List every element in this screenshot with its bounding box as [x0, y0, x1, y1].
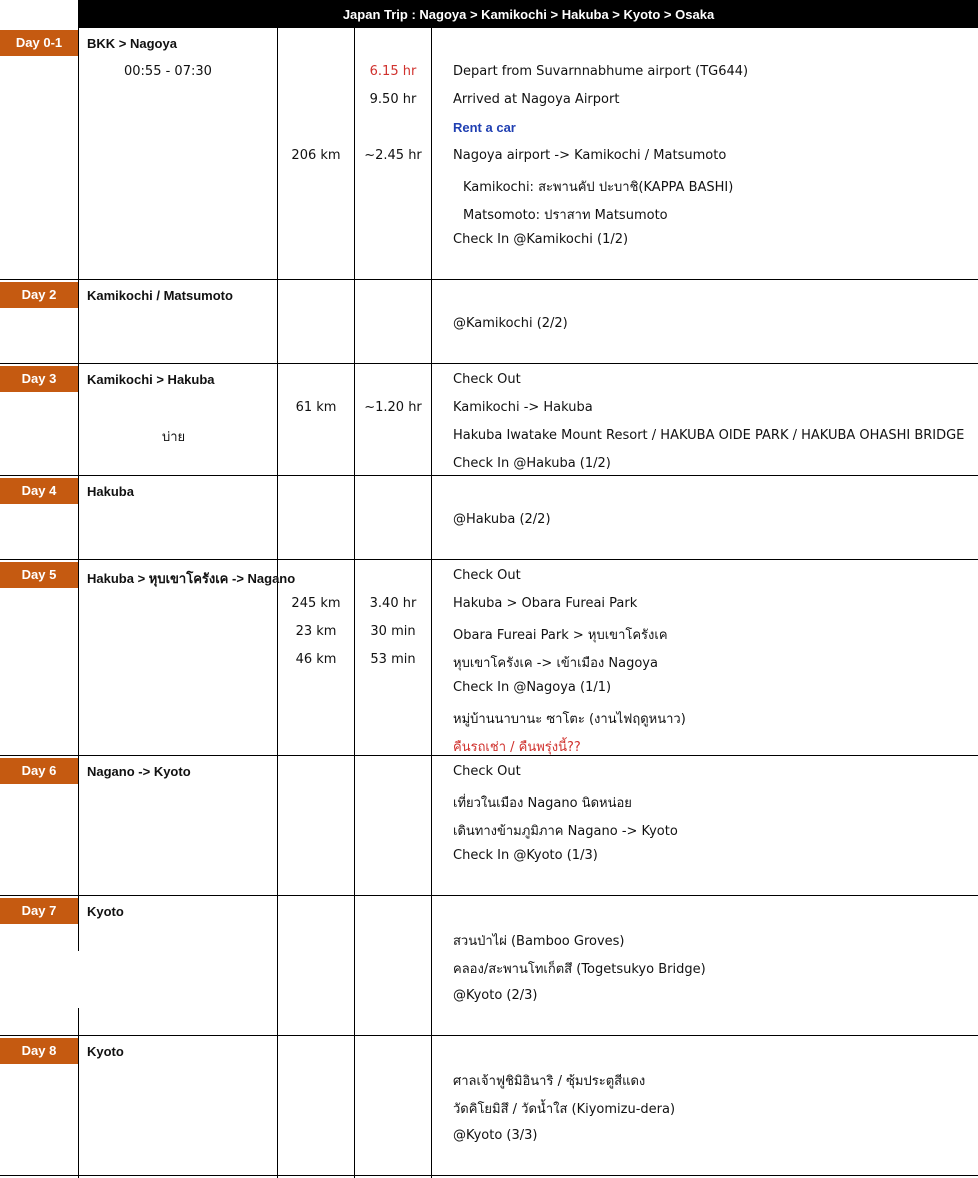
distance: 206 km — [291, 148, 341, 163]
row-divider — [0, 895, 978, 896]
activity: Check Out — [453, 764, 521, 779]
day-route: Hakuba — [87, 484, 134, 499]
activity: หมู่บ้านนาบานะ ซาโตะ (งานไฟฤดูหนาว) — [453, 712, 686, 727]
activity: @Kyoto (3/3) — [453, 1128, 538, 1143]
distance: 23 km — [295, 624, 337, 639]
page-title: Japan Trip : Nagoya > Kamikochi > Hakuba > Kyoto > Osaka — [79, 0, 978, 28]
activity: @Kamikochi (2/2) — [453, 316, 568, 331]
day-label: Day 3 — [0, 366, 78, 392]
activity: Check Out — [453, 568, 521, 583]
duration: ~1.20 hr — [364, 400, 422, 415]
day-label: Day 5 — [0, 562, 78, 588]
activity: Arrived at Nagoya Airport — [453, 92, 620, 107]
day-label: Day 4 — [0, 478, 78, 504]
duration: 30 min — [370, 624, 416, 639]
day-route: Kamikochi / Matsumoto — [87, 288, 233, 303]
row-divider — [0, 559, 978, 560]
duration: 6.15 hr — [369, 64, 417, 79]
distance: 245 km — [291, 596, 341, 611]
column-divider — [431, 28, 432, 1178]
day-route: BKK > Nagoya — [87, 36, 177, 51]
activity: Nagoya airport -> Kamikochi / Matsumoto — [453, 148, 727, 163]
activity: Hakuba Iwatake Mount Resort / HAKUBA OIDE PARK / HAKUBA OHASHI BRIDGE — [453, 428, 965, 443]
day-route: Kamikochi > Hakuba — [87, 372, 215, 387]
day-label: Day 7 — [0, 898, 78, 924]
distance: 46 km — [295, 652, 337, 667]
day-note: บ่าย — [162, 430, 186, 445]
column-divider — [277, 28, 278, 1178]
row-divider — [0, 279, 978, 280]
activity: Hakuba > Obara Fureai Park — [453, 596, 638, 611]
distance: 61 km — [295, 400, 337, 415]
activity: Check In @Nagoya (1/1) — [453, 680, 612, 695]
row-divider — [0, 363, 978, 364]
duration: 9.50 hr — [369, 92, 417, 107]
day-label: Day 0-1 — [0, 30, 78, 56]
day-label: Day 2 — [0, 282, 78, 308]
activity: @Hakuba (2/2) — [453, 512, 551, 527]
activity: เดินทางข้ามภูมิภาค Nagano -> Kyoto — [453, 824, 678, 839]
activity: Check In @Hakuba (1/2) — [453, 456, 611, 471]
activity: ศาลเจ้าฟูชิมิอินาริ / ซุ้มประตูสีแดง — [453, 1074, 646, 1089]
flight-time: 00:55 - 07:30 — [124, 64, 212, 79]
day-label: Day 6 — [0, 758, 78, 784]
activity: Check Out — [453, 372, 521, 387]
day-route: Kyoto — [87, 904, 124, 919]
activity: Check In @Kamikochi (1/2) — [453, 232, 629, 247]
activity: สวนป่าไผ่ (Bamboo Groves) — [453, 934, 625, 949]
activity: Kamikochi -> Hakuba — [453, 400, 593, 415]
column-divider — [78, 1008, 79, 1178]
activity-warning: คืนรถเช่า / คืนพรุ่งนี้?? — [453, 740, 581, 755]
row-divider — [0, 1035, 978, 1036]
row-divider — [0, 475, 978, 476]
activity: หุบเขาโครังเค -> เข้าเมือง Nagoya — [453, 656, 658, 671]
activity: Depart from Suvarnnabhume airport (TG644) — [453, 64, 749, 79]
activity-highlight: Rent a car — [453, 120, 516, 135]
duration: ~2.45 hr — [364, 148, 422, 163]
day-route: Kyoto — [87, 1044, 124, 1059]
activity: Kamikochi: สะพานคัป ปะบาชิ(KAPPA BASHI) — [463, 180, 734, 195]
row-divider — [0, 1175, 978, 1176]
activity: Obara Fureai Park > หุบเขาโครังเค — [453, 628, 668, 643]
activity: เที่ยวในเมือง Nagano นิดหน่อย — [453, 796, 632, 811]
activity: @Kyoto (2/3) — [453, 988, 538, 1003]
duration: 53 min — [370, 652, 416, 667]
activity: วัดคิโยมิสึ / วัดน้ำใส (Kiyomizu-dera) — [453, 1102, 676, 1117]
day-route: Nagano -> Kyoto — [87, 764, 191, 779]
column-divider — [354, 28, 355, 1178]
duration: 3.40 hr — [369, 596, 417, 611]
day-label: Day 8 — [0, 1038, 78, 1064]
activity: Check In @Kyoto (1/3) — [453, 848, 598, 863]
activity: Matsomoto: ปราสาท Matsumoto — [463, 208, 668, 223]
activity: คลอง/สะพานโทเก็ตสึ (Togetsukyo Bridge) — [453, 962, 706, 977]
day-route: Hakuba > หุบเขาโครังเค -> Nagano — [87, 571, 296, 586]
